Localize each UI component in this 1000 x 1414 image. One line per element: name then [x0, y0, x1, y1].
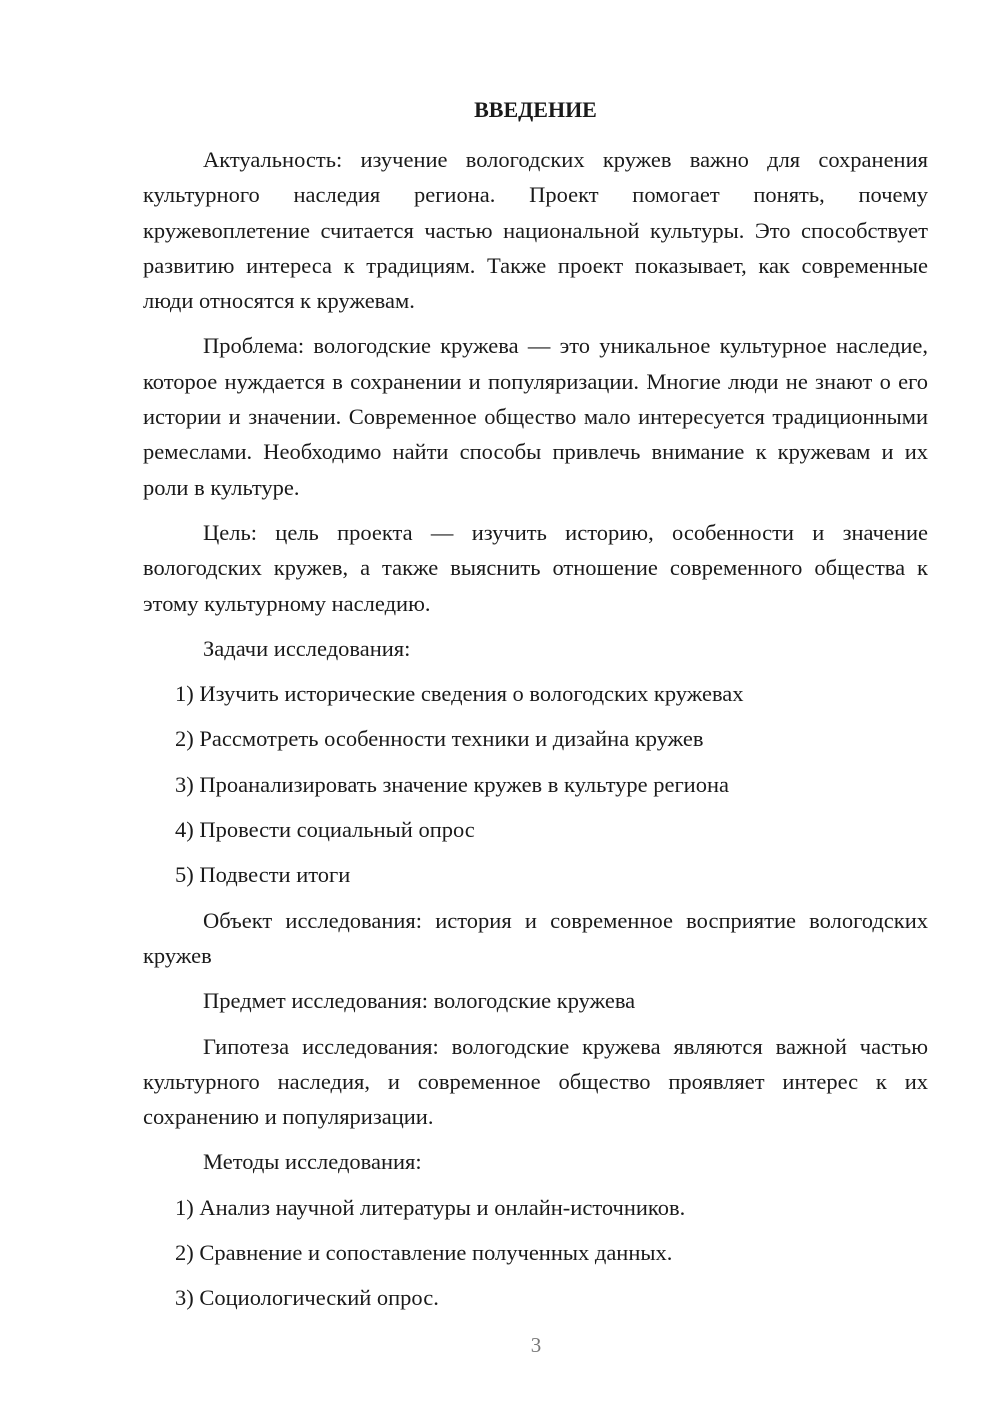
page-number: 3 [530, 1333, 542, 1357]
goal-paragraph: Цель: цель проекта — изучить историю, особенности и значение вологодских кружев, а также выяснить отношение современного общества к этому культурному наследию. [143, 519, 928, 616]
problem-paragraph: Проблема: вологодские кружева — это уникальное культурное наследие, которое нуждается в сохранении и популяризации. Многие люди не знают о его истории и значении. Современное общество мало интересуется традиционными ремеслами. Необходимо найти способы привлечь внимание к кружевам и их роли в культуре. [143, 333, 928, 500]
hypothesis-paragraph: Гипотеза исследования: вологодские кружева являются важной частью культурного наследия, и современное общество проявляет интерес к их сохранению и популяризации. [143, 1033, 928, 1130]
page-title: ВВЕДЕНИЕ [474, 97, 597, 122]
list-item: 3) Проанализировать значение кружев в культуре региона [175, 771, 729, 797]
methods-list [143, 1190, 928, 1316]
list-item: 1) Изучить исторические сведения о вологодских кружевах [175, 681, 744, 707]
list-item: 4) Провести социальный опрос [175, 817, 475, 843]
list-item: 3) Социологический опрос. [175, 1285, 439, 1311]
document-body [143, 142, 928, 1326]
relevance-paragraph: Актуальность: изучение вологодских кружев важно для сохранения культурного наследия региона. Проект помогает понять, почему кружевоплетение считается частью национальной культуры. Это способствует развитию интереса к традициям. Также проект показывает, как современные люди относятся к кружевам. [143, 147, 928, 314]
methods-heading: Методы исследования: [203, 1149, 422, 1175]
tasks-list [143, 676, 928, 892]
tasks-heading: Задачи исследования: [203, 635, 411, 661]
subject-paragraph: Предмет исследования: вологодские кружева [203, 988, 636, 1014]
list-item: 1) Анализ научной литературы и онлайн-источников. [175, 1194, 686, 1220]
list-item: 5) Подвести итоги [175, 862, 351, 888]
object-paragraph: Объект исследования: история и современное восприятие вологодских кружев [143, 907, 928, 968]
list-item: 2) Сравнение и сопоставление полученных данных. [175, 1240, 673, 1266]
list-item: 2) Рассмотреть особенности техники и дизайна кружев [175, 726, 704, 752]
